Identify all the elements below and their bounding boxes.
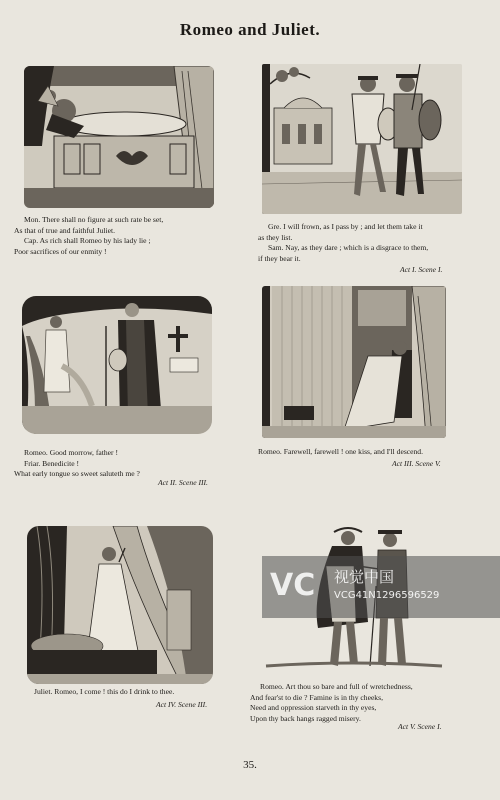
juliet-engraving — [27, 526, 213, 684]
caption-line: Need and oppression starveth in thy eyes, — [250, 703, 377, 712]
caption-line: Friar. Benedicite ! — [24, 458, 80, 468]
farewell-engraving — [262, 286, 446, 438]
page-number: 35. — [243, 759, 257, 771]
caption-line: as they list. — [258, 232, 293, 242]
act-scene-panel-5: Act IV. Scene III. — [156, 700, 208, 709]
watermark-logo: VC — [270, 568, 316, 603]
act-scene-panel-3: Act II. Scene III. — [158, 478, 208, 487]
caption-panel-4 — [258, 447, 490, 458]
servants-engraving — [262, 64, 462, 214]
illustration-farewell — [262, 286, 446, 438]
watermark-stamp — [262, 556, 500, 618]
caption-panel-6 — [250, 682, 492, 724]
illustration-juliet — [27, 526, 213, 684]
illustration-tomb — [24, 66, 214, 208]
tomb-engraving — [24, 66, 214, 208]
caption-line: Mon. There shall no figure at such rate be set, — [24, 215, 164, 224]
act-scene-panel-2: Act I. Scene I. — [400, 265, 443, 274]
illustration-servants — [262, 64, 462, 214]
page-title: Romeo and Juliet. — [179, 20, 321, 39]
caption-line: Gre. I will frown, as I pass by ; and let them take it — [268, 222, 423, 231]
caption-line: if they bear it. — [258, 253, 301, 263]
caption-panel-1 — [14, 215, 244, 257]
caption-line: And fear'st to die ? Famine is in thy cheeks, — [250, 692, 383, 702]
watermark-brand: 视觉中国 — [334, 568, 395, 586]
illustration-friar — [22, 296, 212, 434]
caption-line: What early tongue so sweet saluteth me ? — [14, 469, 140, 478]
watermark-id: VCG41N1296596529 — [334, 590, 440, 601]
act-scene-panel-6: Act V. Scene I. — [398, 722, 442, 731]
caption-line: Sam. Nay, as they dare ; which is a disgrace to them, — [268, 243, 429, 252]
caption-line: As that of true and faithful Juliet. — [14, 225, 116, 235]
caption-line: Juliet. Romeo, I come ! this do I drink to thee. — [34, 687, 175, 696]
caption-panel-5 — [34, 687, 244, 698]
act-scene-panel-4: Act III. Scene V. — [392, 459, 441, 468]
caption-line: Romeo. Good morrow, father ! — [24, 448, 118, 457]
caption-line: Romeo. Art thou so bare and full of wretchedness, — [260, 682, 413, 691]
caption-line: Poor sacrifices of our enmity ! — [14, 246, 107, 256]
caption-line: Cap. As rich shall Romeo by his lady lie ; — [24, 236, 151, 245]
caption-line: Romeo. Farewell, farewell ! one kiss, and I'll descend. — [258, 447, 424, 456]
friar-engraving — [22, 296, 212, 434]
caption-line: Upon thy back hangs ragged misery. — [250, 713, 361, 723]
caption-panel-3 — [14, 448, 244, 480]
caption-panel-2 — [258, 222, 490, 264]
